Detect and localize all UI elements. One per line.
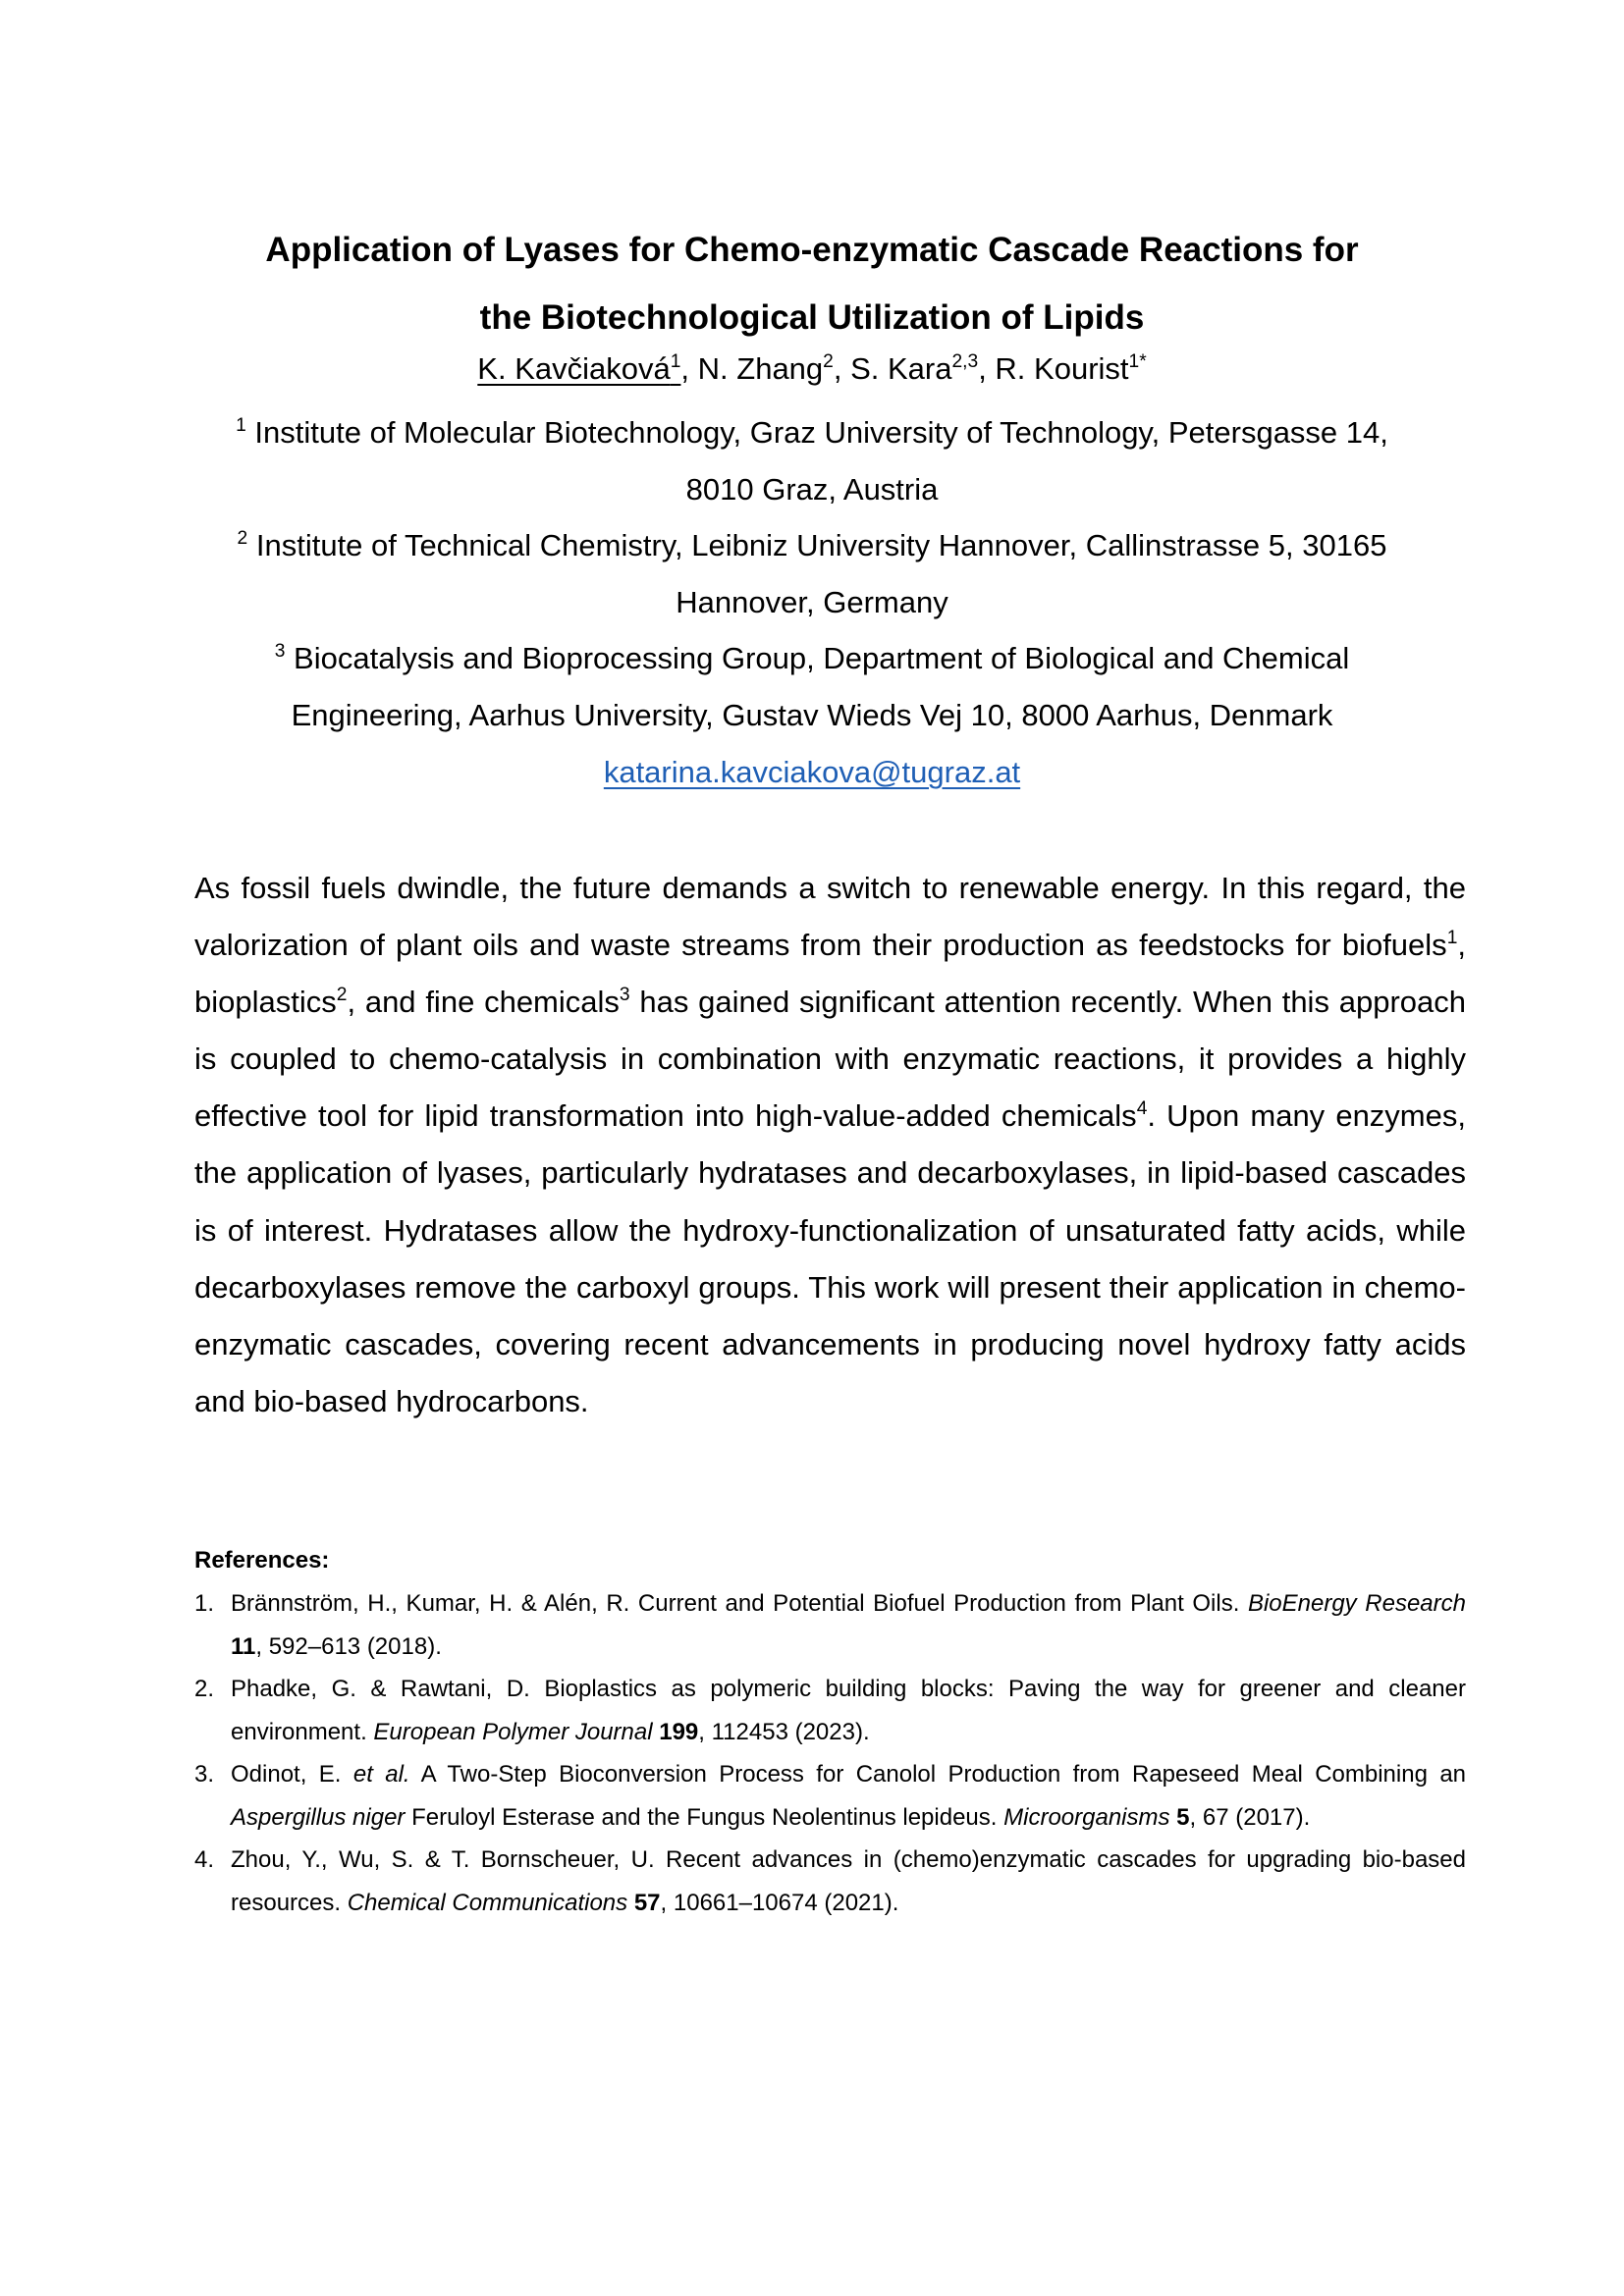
affiliation-3-line-1 — [0, 630, 1624, 687]
abstract-paragraph — [194, 860, 1466, 1430]
affiliation-2-line-1 — [0, 517, 1624, 574]
reference-volume: 199 — [659, 1718, 699, 1745]
abstract-text: , bioplastics — [194, 928, 1466, 1020]
reference-text: Feruloyl Esterase and the Fungus Neolentinus lepideus. — [405, 1803, 1004, 1831]
author-affil-sup: 2,3 — [951, 351, 979, 373]
reference-item — [194, 1753, 1466, 1839]
abstract — [194, 860, 1466, 1430]
references-section — [194, 1539, 1466, 1924]
affiliation-2-line-2: Hannover, Germany — [676, 584, 948, 619]
reference-journal: European Polymer Journal — [373, 1718, 653, 1745]
affiliation-text: Institute of Technical Chemistry, Leibniz University Hannover, Callinstrasse 5, 30165 — [255, 528, 1387, 563]
abstract-text: As fossil fuels dwindle, the future demands a switch to renewable energy. In this regard, the valorization of plant oils and waste streams from their production as feedstocks for biofuels — [194, 871, 1466, 963]
abstract-text: , and fine chemicals — [347, 985, 620, 1020]
affiliation-1-line-1 — [0, 404, 1624, 461]
reference-text: , 592–613 (2018). — [255, 1632, 442, 1660]
email-line — [0, 744, 1624, 801]
reference-number: 3. — [194, 1761, 215, 1788]
reference-item — [194, 1839, 1466, 1924]
affiliation-sup: 2 — [237, 528, 248, 550]
reference-etal: et al. — [352, 1761, 410, 1788]
title-line-2: the Biotechnological Utilization of Lipids — [479, 298, 1145, 337]
email-link[interactable]: katarina.kavciakova@tugraz.at — [603, 754, 1021, 789]
author-presenting — [477, 351, 680, 386]
reference-species: Aspergillus niger — [231, 1803, 406, 1831]
reference-number: 1. — [194, 1590, 215, 1617]
affiliation-1-line-2: 8010 Graz, Austria — [685, 471, 939, 507]
reference-text: A Two-Step Bioconversion Process for Canolol Production from Rapeseed Meal Combining an — [409, 1761, 1467, 1788]
affiliation-sup: 1 — [236, 415, 246, 437]
references-heading: References: — [194, 1547, 330, 1574]
author-affil-sup: 1 — [670, 351, 681, 373]
abstract-text: . Upon many enzymes, the application of lyases, particularly hydratases and decarboxylases, in lipid-based cascades is of interest. Hydratases allow the hydroxy-functionalization of unsaturated fatty acids, while decarboxylases remove the carboxyl groups. This work will present their application in chemo-enzymatic cascades, covering recent advancements in producing novel hydroxy fatty acids and bio-based hydrocarbons. — [194, 1098, 1466, 1418]
title-line-1: Application of Lyases for Chemo-enzymatic Cascade Reactions for — [265, 231, 1359, 269]
reference-volume: 11 — [231, 1632, 256, 1660]
reference-text: , 67 (2017). — [1189, 1803, 1311, 1831]
abstract-text: has gained significant attention recently. When this approach is coupled to chemo-catalysis in combination with enzymatic reactions, it provides a highly effective tool for lipid transformation into high-value-added chemicals — [194, 985, 1466, 1134]
author-name: R. Kourist — [995, 351, 1129, 386]
paper-title — [0, 216, 1624, 351]
reference-text: Odinot, E. — [231, 1761, 353, 1788]
reference-item — [194, 1582, 1466, 1668]
reference-text: , 112453 (2023). — [698, 1718, 870, 1745]
reference-volume: 57 — [633, 1889, 661, 1916]
reference-number: 4. — [194, 1846, 215, 1873]
author-affil-sup: 1* — [1128, 351, 1147, 373]
author-list: K. Kavčiaková$^1$, N. Zhang$^2$, S. Kara$^{2,3}$, R. Kourist$^{1*}$ — [477, 351, 1147, 386]
affiliation-sup: 3 — [274, 641, 286, 663]
reference-text: Brännström, H., Kumar, H. & Alén, R. Current and Potential Biofuel Production from Plant Oils. — [231, 1590, 1248, 1617]
author-name: K. Kavčiaková — [477, 351, 671, 386]
reference-text: , 10661–10674 (2021). — [660, 1889, 899, 1916]
reference-item — [194, 1668, 1466, 1753]
reference-journal: BioEnergy Research — [1247, 1590, 1466, 1617]
citation-sup: 3 — [619, 985, 630, 1006]
reference-journal: Chemical Communications — [347, 1889, 628, 1916]
affiliation-text: Institute of Molecular Biotechnology, Graz University of Technology, Petersgasse 14, — [254, 415, 1388, 450]
citation-sup: 2 — [336, 985, 348, 1006]
author-name: N. Zhang — [697, 351, 824, 386]
reference-volume: 5 — [1176, 1803, 1190, 1831]
reference-text: Phadke, G. & Rawtani, D. Bioplastics as polymeric building blocks: Paving the way for greener and cleaner environment. — [231, 1676, 1466, 1745]
author-affil-sup: 2 — [823, 351, 834, 373]
references-list — [194, 1582, 1466, 1924]
reference-journal: Microorganisms — [1003, 1803, 1170, 1831]
affiliations — [0, 404, 1624, 800]
affiliation-3-line-2: Engineering, Aarhus University, Gustav Wieds Vej 10, 8000 Aarhus, Denmark — [291, 697, 1333, 732]
reference-number: 2. — [194, 1676, 215, 1702]
citation-sup: 1 — [1446, 928, 1458, 949]
citation-sup: 4 — [1136, 1098, 1148, 1120]
reference-text: Zhou, Y., Wu, S. & T. Bornscheuer, U. Recent advances in (chemo)enzymatic cascades for upgrading bio-based resources. — [231, 1846, 1466, 1916]
affiliation-text: Biocatalysis and Bioprocessing Group, Department of Biological and Chemical — [294, 641, 1350, 676]
author-name: S. Kara — [850, 351, 952, 386]
